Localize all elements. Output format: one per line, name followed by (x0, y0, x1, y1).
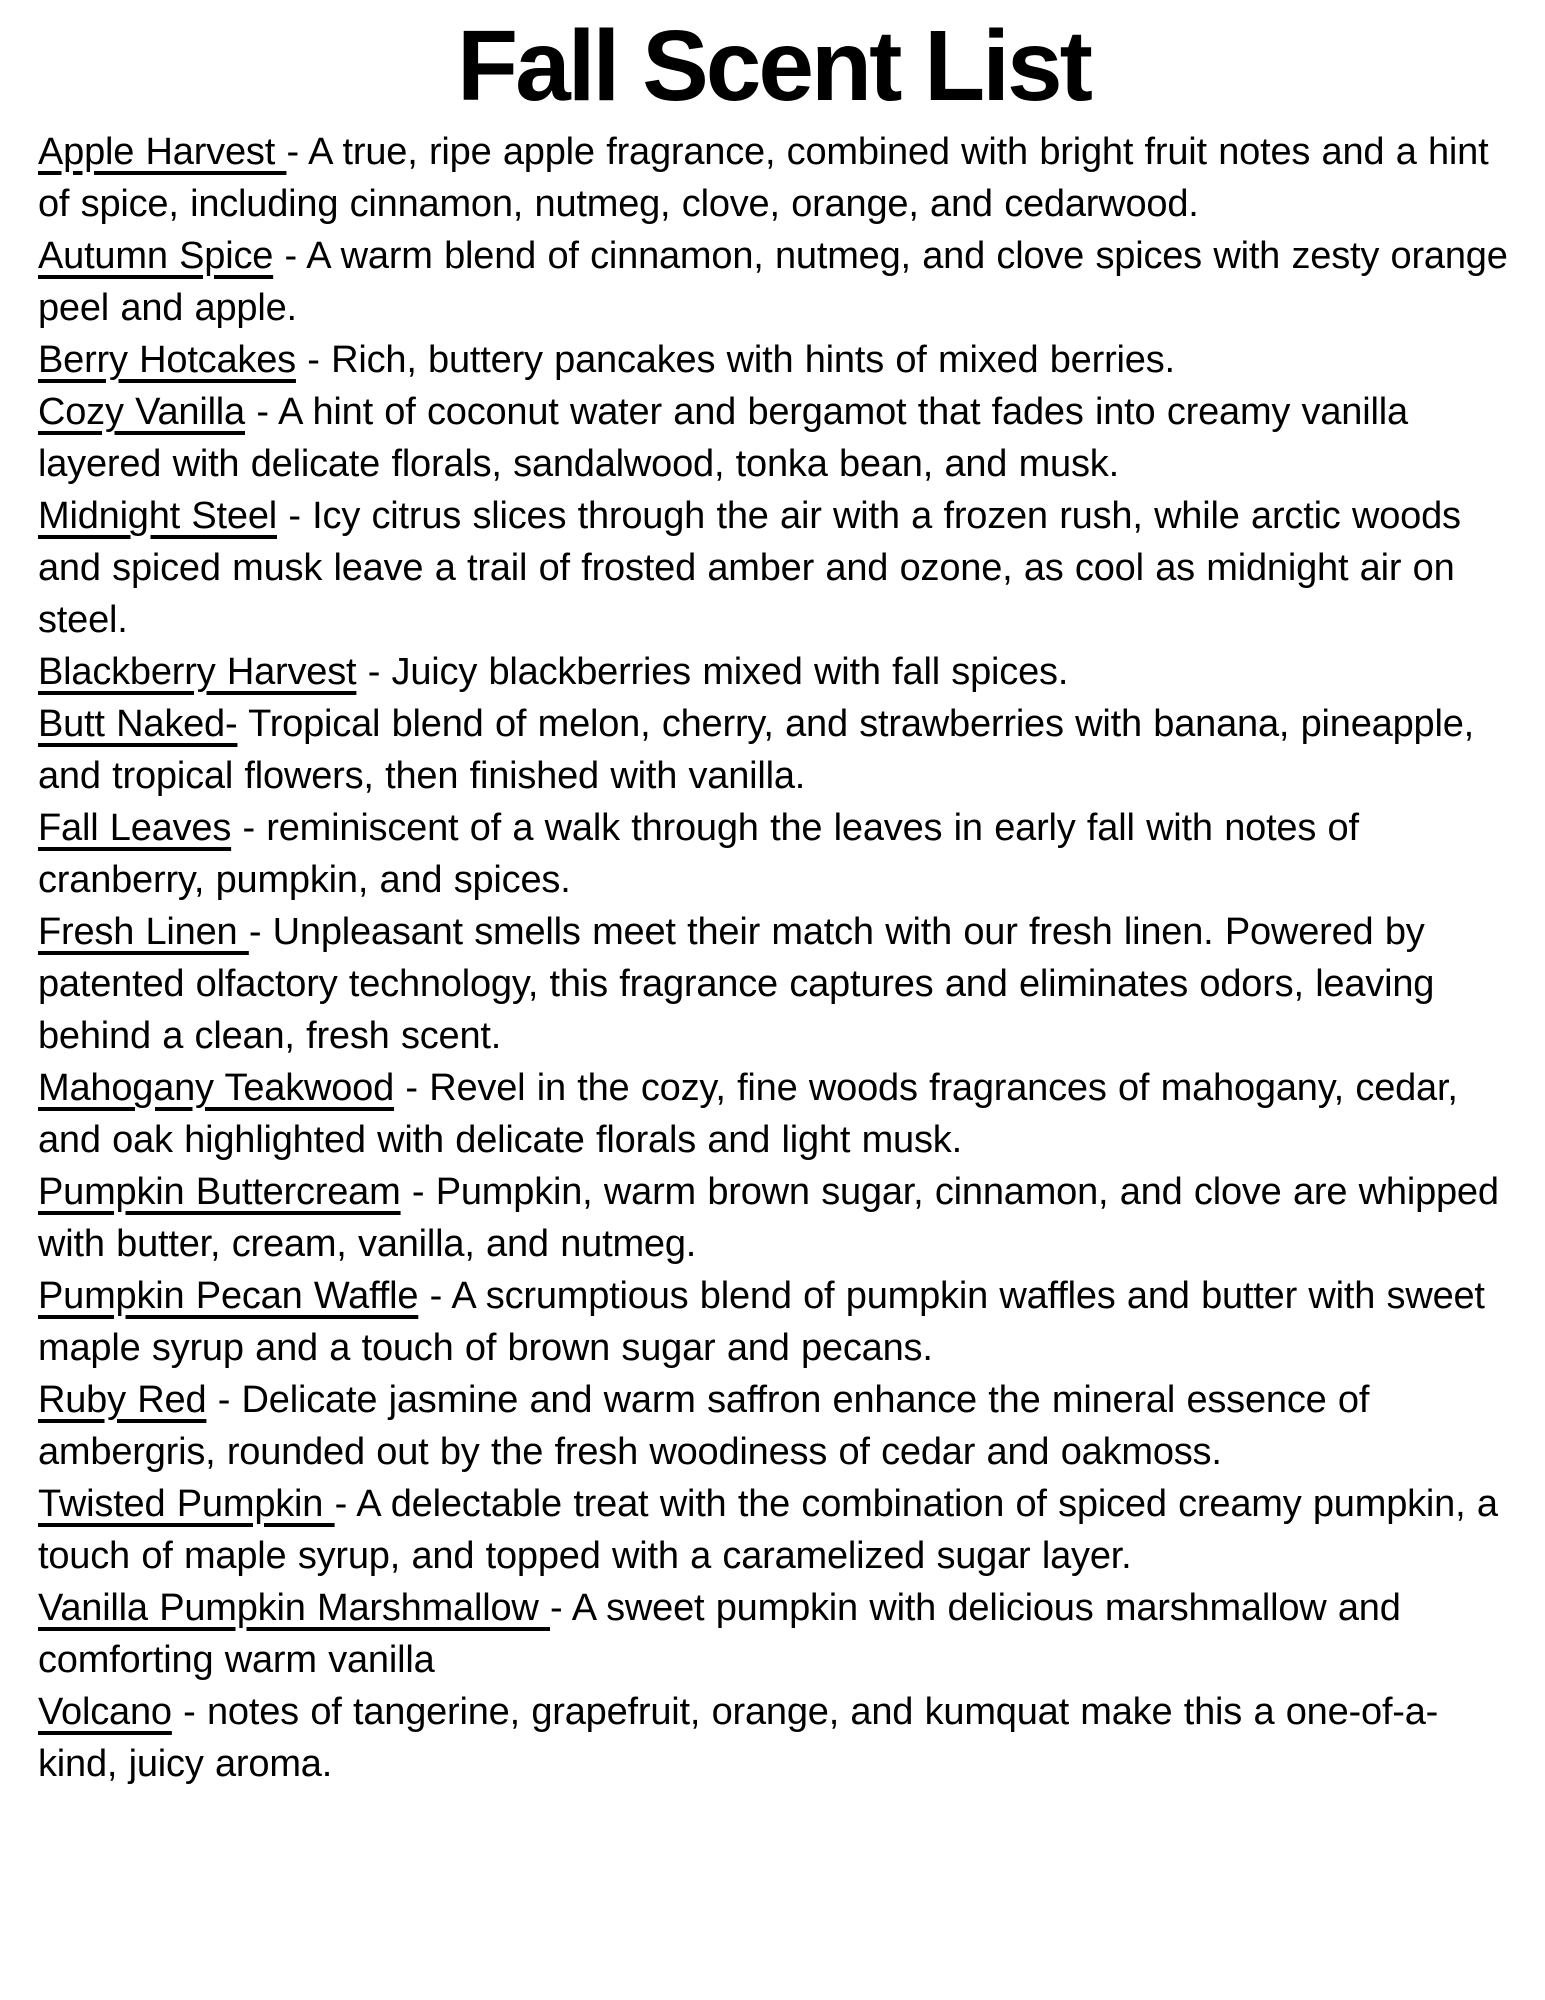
scent-name: Mahogany Teakwood (38, 1067, 395, 1109)
scent-description: - reminiscent of a walk through the leaves in early fall with notes of cranberry, pumpkin, and spices. (38, 807, 1359, 901)
scent-entry (38, 230, 1509, 334)
scent-description: - Unpleasant smells meet their match with our fresh linen. Powered by patented olfactory technology, this fragrance captures and eliminates odors, leaving behind a clean, fresh scent. (38, 911, 1435, 1057)
scent-description: - A scrumptious blend of pumpkin waffles and butter with sweet maple syrup and a touch of brown sugar and pecans. (38, 1275, 1485, 1369)
scent-name: Cozy Vanilla (38, 391, 245, 433)
scent-entry (38, 1478, 1509, 1582)
scent-entry (38, 1166, 1509, 1270)
scent-description: - notes of tangerine, grapefruit, orange, and kumquat make this a one-of-a-kind, juicy aroma. (38, 1691, 1439, 1785)
scent-entry (38, 906, 1509, 1062)
page-title: Fall Scent List (457, 10, 1090, 122)
scent-entry (38, 1582, 1509, 1686)
scent-name: Apple Harvest (38, 131, 287, 173)
scent-description: - Pumpkin, warm brown sugar, cinnamon, and clove are whipped with butter, cream, vanilla, and nutmeg. (38, 1171, 1499, 1265)
scent-entry (38, 646, 1509, 698)
scent-name: Vanilla Pumpkin Marshmallow (38, 1587, 550, 1629)
scent-name: Berry Hotcakes (38, 339, 296, 381)
scent-description: - A sweet pumpkin with delicious marshmallow and comforting warm vanilla (38, 1587, 1401, 1681)
scent-entry (38, 386, 1509, 490)
scent-name: Pumpkin Buttercream (38, 1171, 401, 1213)
scent-name: Ruby Red (38, 1379, 207, 1421)
scent-description: - A true, ripe apple fragrance, combined with bright fruit notes and a hint of spice, including cinnamon, nutmeg, clove, orange, and cedarwood. (38, 131, 1489, 225)
scent-name: Autumn Spice (38, 235, 274, 277)
scent-entry (38, 1686, 1509, 1790)
scent-entry (38, 126, 1509, 230)
scent-description: - A delectable treat with the combination of spiced creamy pumpkin, a touch of maple syrup, and topped with a caramelized sugar layer. (38, 1483, 1498, 1577)
scent-entry (38, 1062, 1509, 1166)
scent-entry (38, 334, 1509, 386)
scent-description: - Icy citrus slices through the air with a frozen rush, while arctic woods and spiced musk leave a trail of frosted amber and ozone, as cool as midnight air on steel. (38, 495, 1461, 641)
scent-list (38, 126, 1509, 1790)
scent-name: Fresh Linen (38, 911, 249, 953)
scent-entry (38, 490, 1509, 646)
scent-description: Tropical blend of melon, cherry, and strawberries with banana, pineapple, and tropical flowers, then finished with vanilla. (38, 703, 1474, 797)
scent-name: Midnight Steel (38, 495, 278, 537)
scent-name: Pumpkin Pecan Waffle (38, 1275, 419, 1317)
scent-description: - Rich, buttery pancakes with hints of mixed berries. (295, 339, 1175, 381)
scent-name: Volcano (38, 1691, 172, 1733)
scent-name: Butt Naked- (38, 703, 238, 745)
scent-description: - Juicy blackberries mixed with fall spices. (356, 651, 1069, 693)
scent-name: Blackberry Harvest (38, 651, 357, 693)
scent-name: Twisted Pumpkin (38, 1483, 335, 1525)
scent-entry (38, 802, 1509, 906)
scent-name: Fall Leaves (38, 807, 232, 849)
scent-description: - Delicate jasmine and warm saffron enhance the mineral essence of ambergris, rounded out by the fresh woodiness of cedar and oakmoss. (38, 1379, 1370, 1473)
scent-entry (38, 698, 1509, 802)
scent-description: - Revel in the cozy, fine woods fragrances of mahogany, cedar, and oak highlighted with delicate florals and light musk. (38, 1067, 1458, 1161)
scent-description: - A warm blend of cinnamon, nutmeg, and clove spices with zesty orange peel and apple. (38, 235, 1508, 329)
scent-entry (38, 1374, 1509, 1478)
scent-entry (38, 1270, 1509, 1374)
scent-description: - A hint of coconut water and bergamot that fades into creamy vanilla layered with delicate florals, sandalwood, tonka bean, and musk. (38, 391, 1408, 485)
